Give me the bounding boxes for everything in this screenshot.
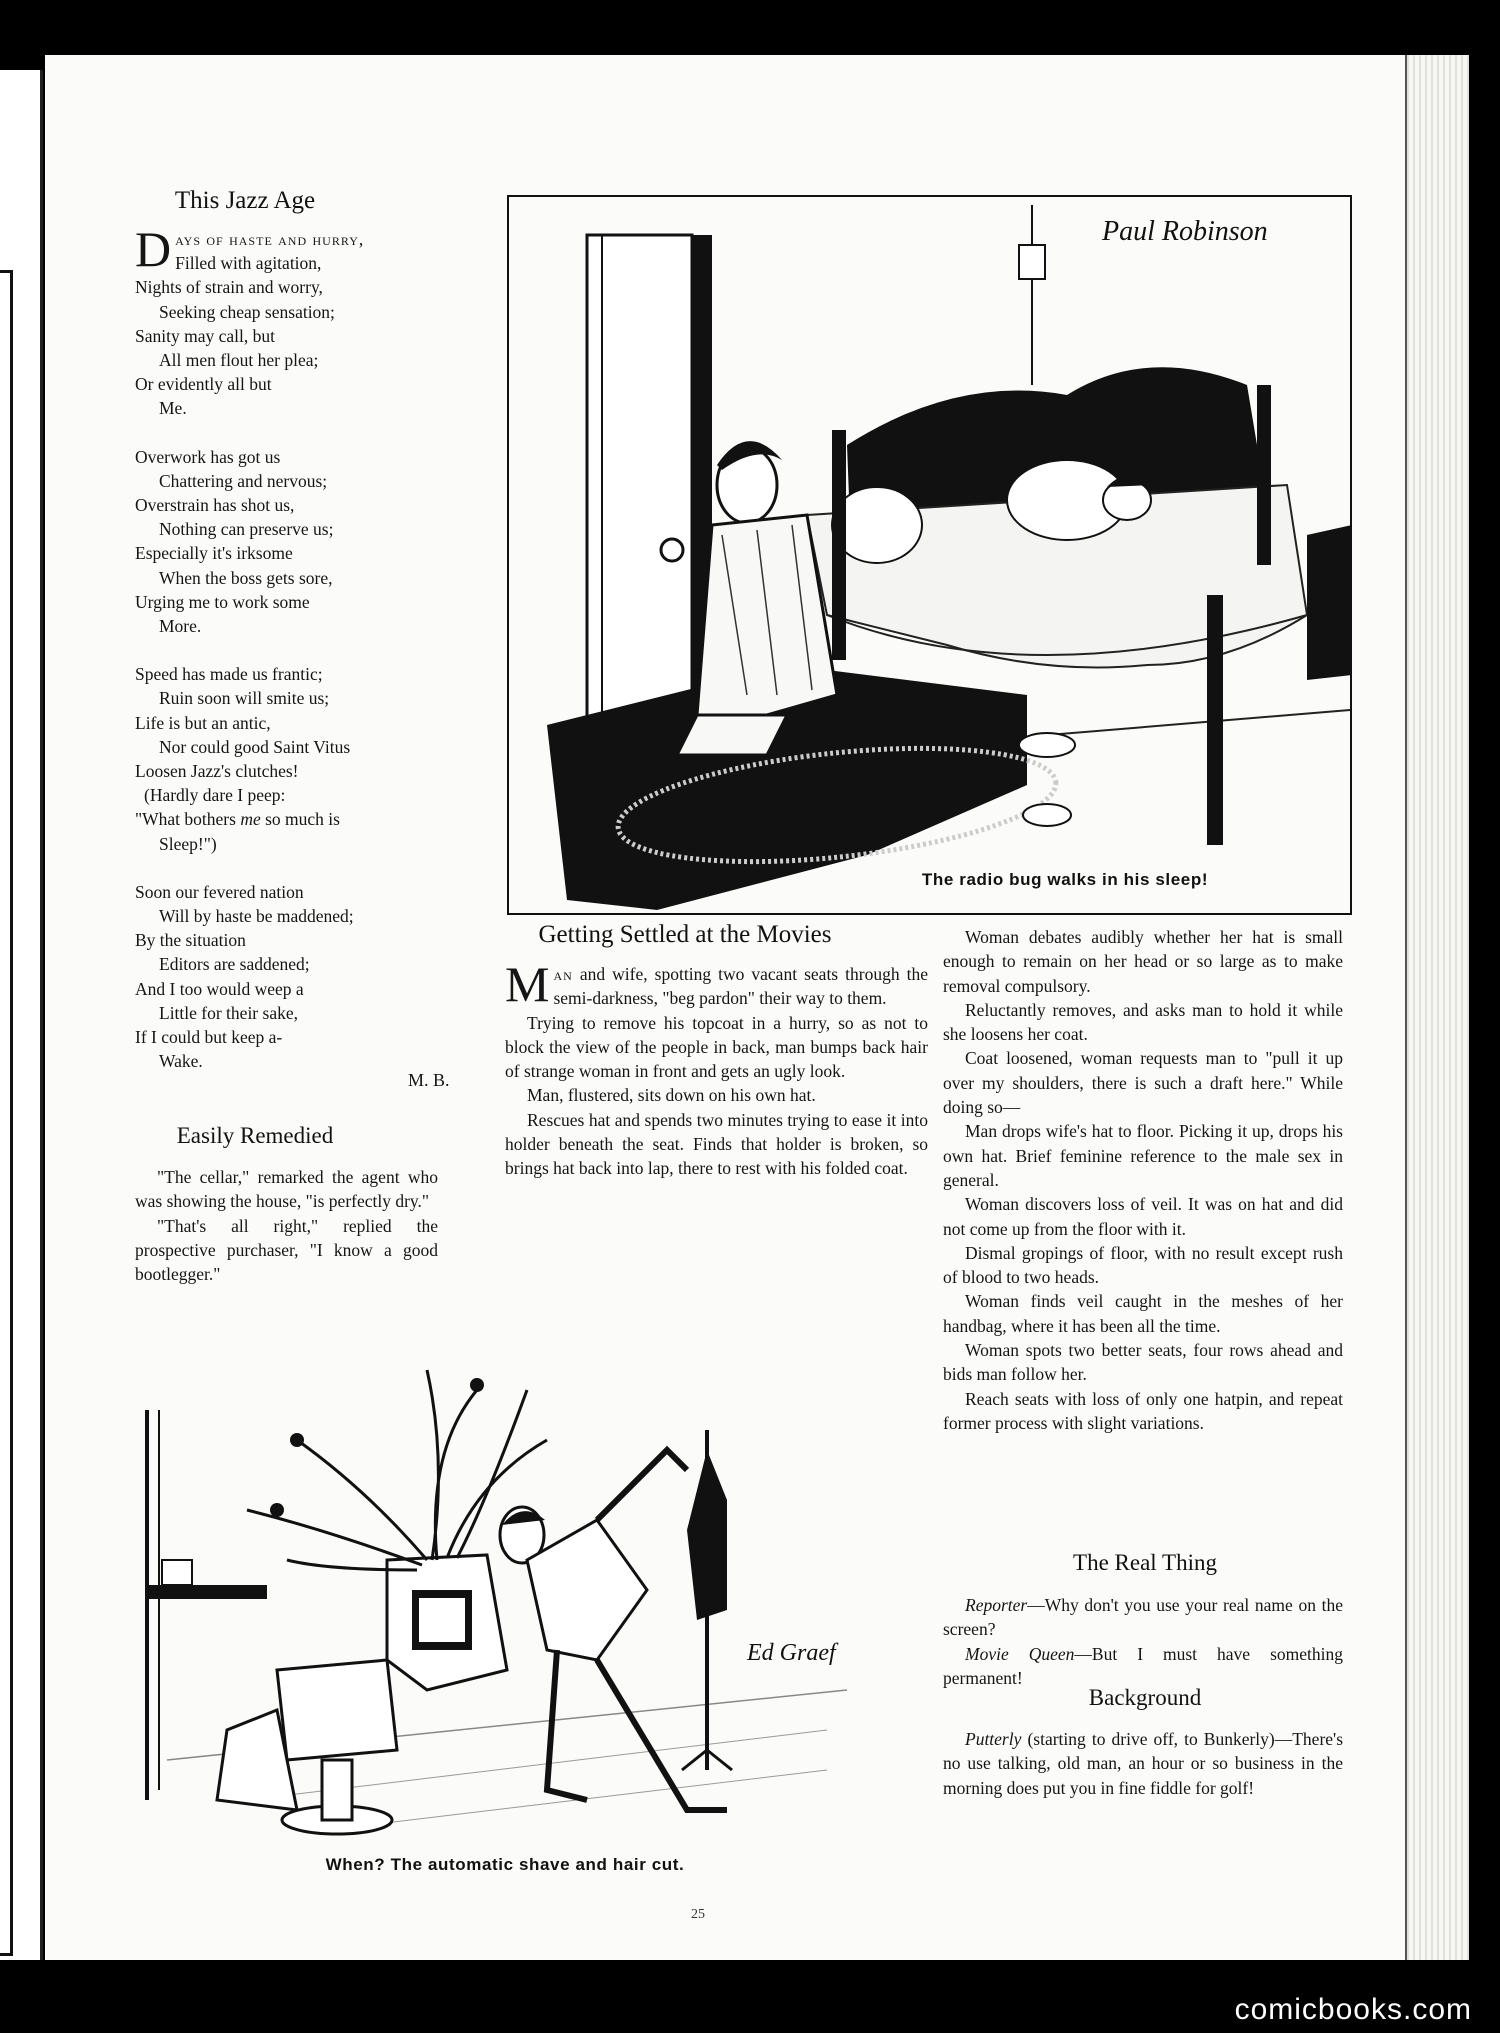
poem-line: Urging me to work some — [135, 591, 310, 612]
movies-paragraph: Reach seats with loss of only one hatpin, and repeat former process with slight variations. — [943, 1388, 1343, 1433]
background-para: Putterly (starting to drive off, to Bunkerly)—There's no use talking, old man, an hour or so business in the morning does put you in fine fiddle for golf! — [943, 1729, 1343, 1798]
movies-text-left — [505, 956, 929, 1181]
poem-line: Wake. — [159, 1051, 203, 1072]
poem-line: Sleep!") — [159, 833, 217, 854]
movies-paragraph: Woman discovers loss of veil. It was on hat and did not come up from the floor with it. — [943, 1194, 1343, 1239]
poem-this-jazz-age — [135, 221, 435, 1098]
poem-line: Speed has made us frantic; — [135, 664, 323, 685]
radio-bug-cartoon — [507, 195, 1352, 915]
poem-line: Soon our fevered nation — [135, 881, 304, 902]
poem-line: (Hardly dare I peep: — [144, 785, 286, 806]
poem-line — [135, 807, 435, 831]
poem-stanza — [135, 221, 435, 421]
poem-line: Life is but an antic, — [135, 712, 271, 733]
cartoon1-signature: Paul Robinson — [1102, 216, 1268, 247]
background-title: Background — [1088, 1685, 1202, 1710]
poem-stanza — [135, 445, 435, 639]
poem-stanza — [135, 662, 435, 856]
poem-line: By the situation — [135, 930, 246, 951]
poem-line: Nothing can preserve us; — [159, 519, 334, 540]
poem-line: Editors are saddened; — [159, 954, 310, 975]
movies-paragraph: Man drops wife's hat to floor. Picking it up, drops his own hat. Brief feminine reference to the male sex in general. — [943, 1121, 1343, 1190]
poem-signature: M. B. — [408, 1070, 450, 1090]
poem-line: Me. — [159, 398, 187, 419]
poem-line: Will by haste be maddened; — [159, 906, 354, 927]
cartoon2-caption: When? The automatic shave and hair cut. — [325, 1855, 685, 1874]
poem-title: This Jazz Age — [174, 187, 316, 214]
magazine-page — [45, 55, 1405, 1960]
cartoon1-caption: The radio bug walks in his sleep! — [921, 870, 1209, 889]
poem-line: All men flout her plea; — [159, 350, 319, 371]
poem-line: Loosen Jazz's clutches! — [135, 761, 299, 782]
poem-line-text: ays of haste and hurry, — [175, 229, 365, 249]
left-page-bracket — [0, 270, 13, 1956]
movies-paragraph: Dismal gropings of floor, with no result except rush of blood to two heads. — [943, 1242, 1343, 1288]
poem-stanza — [135, 880, 435, 1074]
movies-paragraph: Reluctantly removes, and asks man to hold it while she loosens her coat. — [943, 999, 1343, 1045]
movies-paragraph: Trying to remove his topcoat in a hurry, so as not to block the view of the people in back, man bumps back hair of strange woman in front and gets an ugly look. — [505, 1012, 928, 1082]
movies-title: Getting Settled at the Movies — [538, 921, 832, 948]
real-thing-text — [943, 1593, 1343, 1690]
real-thing-line2: Movie Queen—But I must have something permanent! — [943, 1643, 1343, 1688]
movies-paragraph: Man, flustered, sits down on his own hat. — [527, 1085, 816, 1106]
movies-paragraph: Woman debates audibly whether her hat is small enough to remain on her head or so large as to make removal compulsory. — [943, 927, 1343, 996]
movies-text-right — [943, 925, 1343, 1435]
poem-line-text: so much is — [260, 809, 340, 830]
poem-line: Seeking cheap sensation; — [159, 301, 335, 322]
poem-line: Or evidently all but — [135, 374, 272, 395]
real-thing-line1: Reporter—Why don't you use your real name on the screen? — [943, 1595, 1343, 1640]
cartoon2-signature: Ed Graef — [747, 1640, 836, 1666]
poem-dropcap: D — [135, 221, 172, 277]
left-page-edge — [0, 70, 43, 1960]
movies-paragraph: Coat loosened, woman requests man to "pull it up over my shoulders, there is such a draft here." While doing so— — [943, 1048, 1343, 1118]
poem-line: Filled with agitation, — [175, 253, 322, 274]
poem-line-text: "What bothers — [135, 809, 241, 830]
poem-line: Nor could good Saint Vitus — [159, 736, 351, 757]
poem-line: Ruin soon will smite us; — [159, 688, 330, 709]
real-thing-title: The Real Thing — [1073, 1550, 1217, 1575]
poem-line: Overwork has got us — [135, 446, 281, 467]
book-page-stack — [1405, 55, 1469, 1960]
movies-paragraph: Woman finds veil caught in the meshes of her handbag, where it has been all the time. — [943, 1291, 1343, 1336]
poem-line: Especially it's irksome — [135, 543, 293, 564]
poem-italic-word: me — [240, 809, 261, 830]
poem-line: Chattering and nervous; — [159, 470, 328, 491]
poem-line: When the boss gets sore, — [159, 567, 333, 588]
movies-paragraph: Rescues hat and spends two minutes trying to ease it into holder beneath the seat. Finds that holder is broken, so brings hat back into lap, there to rest with his folded coat. — [505, 1109, 928, 1179]
poem-line: If I could but keep a- — [135, 1027, 283, 1048]
easily-remedied-p2: "That's all right," replied the prospective purchaser, "I know a good bootlegger." — [135, 1215, 438, 1285]
poem-line: Overstrain has shot us, — [135, 495, 295, 516]
poem-line: Sanity may call, but — [135, 325, 275, 346]
poem-line: Nights of strain and worry, — [135, 277, 323, 298]
easily-remedied-p1: "The cellar," remarked the agent who was showing the house, "is perfectly dry." — [135, 1167, 438, 1212]
movies-p1: Man and wife, spotting two vacant seats through the semi-darkness, "beg pardon" their way to them. — [505, 956, 929, 1012]
poem-line: More. — [159, 616, 202, 637]
automatic-shave-cartoon — [127, 1330, 907, 1850]
movies-dropcap: M — [505, 956, 550, 1012]
background-text — [943, 1727, 1343, 1800]
watermark-text: comicbooks.com — [1234, 1993, 1472, 2026]
easily-remedied-text — [135, 1165, 438, 1286]
poem-line: Little for their sake, — [159, 1002, 298, 1023]
poem-line: And I too would weep a — [135, 978, 304, 999]
easily-remedied-title: Easily Remedied — [176, 1123, 334, 1148]
page-number: 25 — [691, 1907, 705, 1922]
movies-paragraph: Woman spots two better seats, four rows ahead and bids man follow her. — [943, 1340, 1343, 1385]
